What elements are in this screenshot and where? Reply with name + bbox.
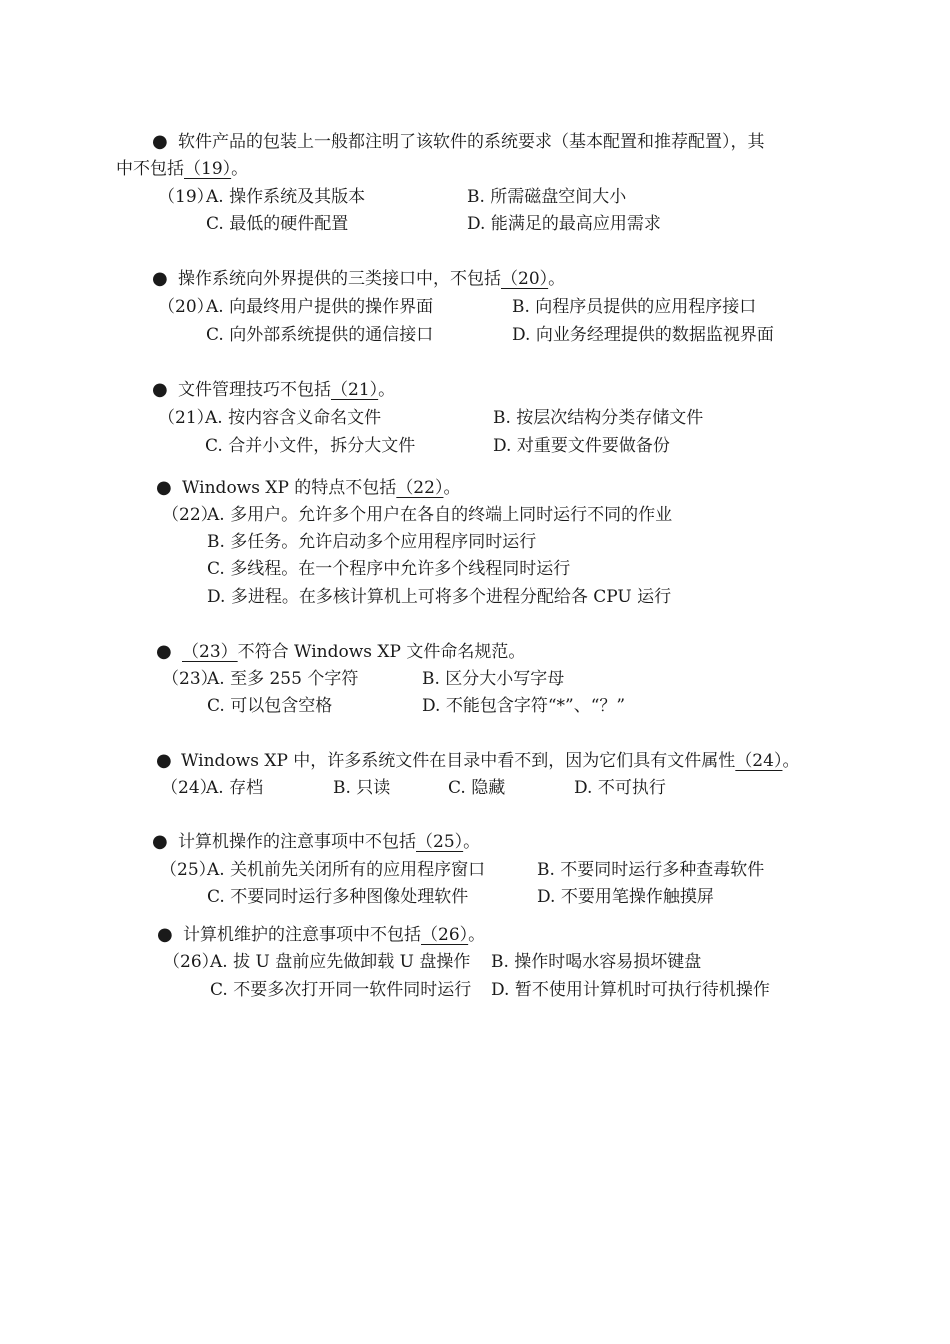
- bullet-icon: ●: [156, 641, 172, 662]
- answer-blank: （19）: [184, 159, 232, 179]
- option-a: A. 关机前先关闭所有的应用程序窗口: [207, 860, 486, 880]
- option-b: B. 区分大小写字母: [422, 669, 565, 689]
- stem-text: 不符合 Windows XP 文件命名规范。: [237, 642, 526, 662]
- stem-text: 。: [782, 751, 800, 771]
- question-stem: [182, 480, 460, 497]
- option-d: D. 对重要文件要做备份: [493, 436, 670, 456]
- question-number: （26）: [163, 952, 219, 972]
- option-c: C. 多线程。在一个程序中允许多个线程同时运行: [207, 559, 571, 579]
- option-c: C. 隐藏: [448, 778, 506, 798]
- option-b: B. 所需磁盘空间大小: [467, 187, 627, 207]
- option-d: D. 不能包含字符“*”、“？”: [422, 696, 626, 716]
- stem-text: 。: [378, 380, 396, 400]
- bullet-icon: ●: [152, 831, 168, 852]
- stem-text: 操作系统向外界提供的三类接口中，不包括: [178, 269, 501, 289]
- option-a: A. 拔 U 盘前应先做卸载 U 盘操作: [210, 952, 471, 972]
- bullet-icon: ●: [157, 924, 173, 945]
- answer-blank: （24）: [735, 751, 783, 771]
- stem-text: 。: [468, 925, 486, 945]
- question-stem: [181, 753, 799, 770]
- question-number: （22）: [162, 505, 218, 525]
- option-c: C. 不要同时运行多种图像处理软件: [207, 887, 469, 907]
- option-d: D. 能满足的最高应用需求: [467, 214, 661, 234]
- answer-blank: （20）: [501, 269, 549, 289]
- option-b: B. 多任务。允许启动多个应用程序同时运行: [207, 532, 537, 552]
- option-d: D. 不可执行: [574, 778, 666, 798]
- stem-text: 。: [548, 269, 566, 289]
- question-stem: [178, 271, 565, 288]
- question-stem: [183, 927, 485, 944]
- question-stem: [182, 644, 525, 661]
- option-d: D. 向业务经理提供的数据监视界面: [512, 325, 774, 345]
- bullet-icon: ●: [156, 477, 172, 498]
- option-a: A. 多用户。允许多个用户在各自的终端上同时运行不同的作业: [207, 505, 673, 525]
- bullet-icon: ●: [152, 268, 168, 289]
- answer-blank: （25）: [416, 832, 464, 852]
- stem-text: 中不包括: [116, 159, 184, 179]
- stem-text: 计算机维护的注意事项中不包括: [183, 925, 421, 945]
- question-stem: [178, 834, 480, 851]
- stem-text: 计算机操作的注意事项中不包括: [178, 832, 416, 852]
- option-d: D. 多进程。在多核计算机上可将多个进程分配给各 CPU 运行: [207, 587, 672, 607]
- option-a: A. 存档: [206, 778, 264, 798]
- option-b: B. 向程序员提供的应用程序接口: [512, 297, 757, 317]
- stem-text: 文件管理技巧不包括: [178, 380, 331, 400]
- answer-blank: （23）: [182, 642, 238, 662]
- bullet-icon: ●: [152, 131, 168, 152]
- stem-text: Windows XP 的特点不包括: [182, 478, 397, 498]
- question-number: （19）: [158, 187, 214, 207]
- question-number: （20）: [158, 297, 214, 317]
- stem-text: 。: [231, 159, 249, 179]
- option-b: B. 只读: [333, 778, 391, 798]
- option-c: C. 向外部系统提供的通信接口: [206, 325, 434, 345]
- option-c: C. 不要多次打开同一软件同时运行: [210, 980, 472, 1000]
- option-b: B. 操作时喝水容易损坏键盘: [491, 952, 702, 972]
- stem-text: 。: [443, 478, 461, 498]
- stem-text: Windows XP 中，许多系统文件在目录中看不到，因为它们具有文件属性: [181, 751, 736, 771]
- option-a: A. 按内容含义命名文件: [205, 408, 382, 428]
- option-d: D. 暂不使用计算机时可执行待机操作: [491, 980, 770, 1000]
- option-c: C. 可以包含空格: [207, 696, 333, 716]
- answer-blank: （26）: [421, 925, 469, 945]
- option-a: A. 操作系统及其版本: [206, 187, 366, 207]
- option-a: A. 至多 255 个字符: [207, 669, 359, 689]
- question-stem: [178, 134, 765, 151]
- question-stem: [178, 382, 395, 399]
- option-c: C. 最低的硬件配置: [206, 214, 349, 234]
- question-stem-line2: [116, 161, 248, 178]
- stem-text: 软件产品的包装上一般都注明了该软件的系统要求（基本配置和推荐配置），其: [178, 132, 765, 152]
- bullet-icon: ●: [152, 379, 168, 400]
- stem-text: 。: [463, 832, 481, 852]
- answer-blank: （21）: [331, 380, 379, 400]
- option-c: C. 合并小文件，拆分大文件: [205, 436, 416, 456]
- option-b: B. 按层次结构分类存储文件: [493, 408, 704, 428]
- option-b: B. 不要同时运行多种查毒软件: [537, 860, 765, 880]
- option-a: A. 向最终用户提供的操作界面: [206, 297, 434, 317]
- question-number: （24）: [161, 778, 217, 798]
- question-number: （23）: [162, 669, 218, 689]
- bullet-icon: ●: [156, 750, 172, 771]
- question-number: （21）: [158, 408, 214, 428]
- answer-blank: （22）: [396, 478, 444, 498]
- option-d: D. 不要用笔操作触摸屏: [537, 887, 714, 907]
- question-number: （25）: [160, 860, 216, 880]
